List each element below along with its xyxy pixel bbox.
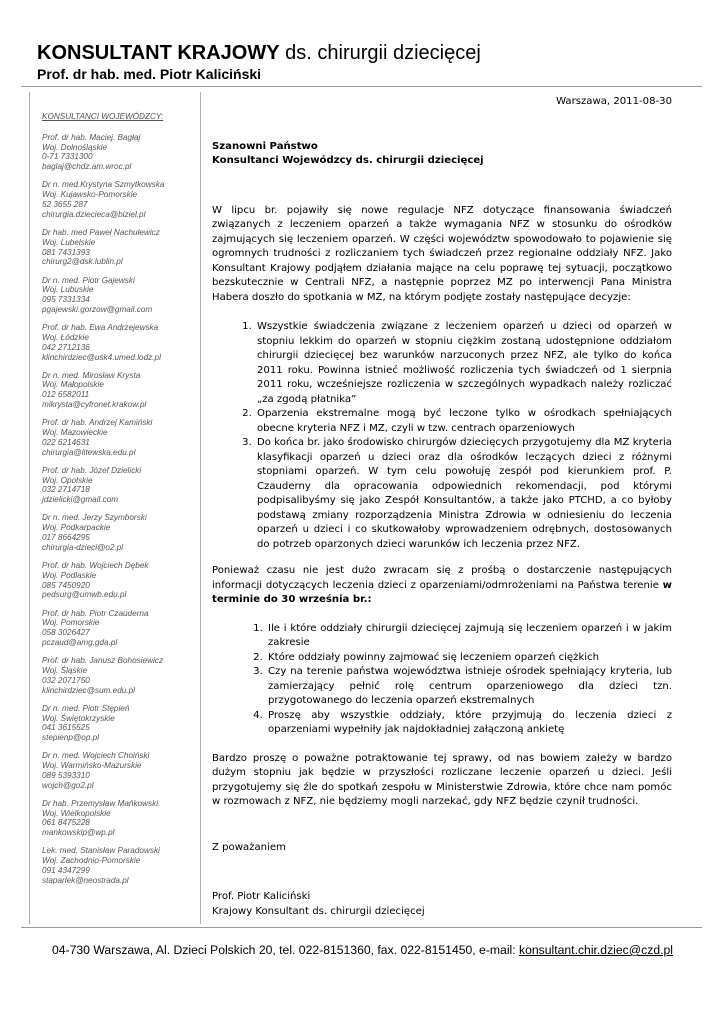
consultant-entry [42, 561, 200, 600]
consultant-phone: 017 8664295 [42, 533, 90, 543]
consultant-list [42, 133, 200, 886]
greeting-line-1: Szanowni Państwo [212, 140, 318, 152]
consultant-name: Prof. dr hab. Józef Dzielicki [42, 465, 142, 475]
list-item: 1. Ile i które oddziały chirurgii dziecięcej zajmują się leczeniem oparzeń i w jakim zakresie [266, 622, 672, 651]
consultant-region: Woj. Zachodnio-Pomorskie [42, 856, 141, 866]
consultant-phone: 012 6582011 [42, 390, 90, 400]
list-item: 3. Do końca br. jako środowisko chirurgów dziecięcych przygotujemy dla MZ kryteria klasyfikacji oparzeń u dzieci oraz dla ośrodków leczących dzieci z różnymi stopniami oparzeń. W tym celu powołuję zespół pod kierunkiem prof. P. Czauderny dla opracowania odpowiednich rekomendacji, pod którymi podpisalibyśmy się jako Zespół Konsultantów, a także jako PTCHD, a co byłoby podstawą zmiany rozporządzenia Ministra Zdrowia w odniesieniu do leczenia oparzeń u dzieci i co skutkowałoby wprowadzeniem odrębnych, dostosowanych do potrzeb oparzonych dzieci warunków ich leczenia przez NFZ. [255, 436, 672, 552]
list-item: 3. Czy na terenie państwa województwa istnieje ośrodek spełniający kryteria, lub zamierzający pełnić rolę centrum oparzeniowego dla dzieci tzn. przygotowanego do leczenia oparzeń ekstremalnych [266, 665, 672, 709]
consultant-region: Woj. Łódzkie [42, 332, 89, 342]
regards: Z poważaniem [212, 841, 286, 853]
consultant-name: Dr n. med. Piotr Gajewski [42, 275, 135, 285]
consultant-entry [42, 751, 200, 790]
consultant-email[interactable]: klinchirdziec@sum.edu.pl [42, 685, 135, 695]
consultant-region: Woj. Kujawsko-Pomorskie [42, 190, 138, 200]
consultant-region: Woj. Wielkopolskie [42, 808, 111, 818]
consultant-entry [42, 418, 200, 457]
consultant-name: Prof. dr hab. Andrzej Kamiński [42, 418, 153, 428]
consultant-phone: 022 6214631 [42, 437, 90, 447]
consultant-name: Dr hab. med Paweł Nachulewicz [42, 227, 160, 237]
consultant-email[interactable]: staparlek@neostrada.pl [42, 875, 129, 885]
consultant-entry [42, 656, 200, 695]
consultant-email[interactable]: chirurgia.dziecieca@biziel.pl [42, 209, 146, 219]
consultant-phone: 032 2071750 [42, 675, 90, 685]
consultant-region: Woj. Podkarpackie [42, 523, 111, 533]
closing-paragraph: Bardzo proszę o poważne potraktowanie tej sprawy, od nas bowiem zależy w bardzo dużym stopniu jak będzie w przyszłości rozliczane leczenie oparzeń u dzieci. Jeśli przygotujemy się źle do spotkań zespołu w Ministerstwie Zdrowia, które chce nam pomóc w rozmowach z NFZ, nie będziemy mogli narzekać, gdy NFZ będzie czynił trudności. [212, 752, 672, 807]
footer-email-link[interactable]: konsultant.chir.dziec@czd.pl [519, 943, 673, 957]
consultant-name: Prof. dr hab. Ewa Andrzejewska [42, 323, 159, 333]
request-text: Ponieważ czasu nie jest dużo zwracam się z prośbą o dostarczenie następujących informacji dotyczących leczenia dzieci z oparzeniami/odmrożeniami na Państwa terenie [212, 565, 672, 591]
signature [212, 890, 672, 919]
consultant-email[interactable]: pgajewski.gorzow@gmail.com [42, 304, 153, 314]
consultant-name: Dr hab. Przemysław Mańkowski. [42, 798, 161, 808]
consultant-region: Woj. Dolnośląskie [42, 142, 108, 152]
page-title [37, 42, 481, 64]
consultant-name: Dr n. med. Piotr Stępień [42, 703, 130, 713]
consultant-phone: 089 5393310 [42, 770, 90, 780]
consultant-email[interactable]: pedsurg@umwb.edu.pl [42, 590, 127, 600]
signature-title: Krajowy Konsultant ds. chirurgii dziecięcej [212, 905, 425, 917]
consultant-phone: 085 7450920 [42, 580, 90, 590]
consultant-phone: 52 3655 287 [42, 199, 88, 209]
consultant-phone: 061 8475228 [42, 818, 90, 828]
consultant-region: Woj. Podlaskie [42, 570, 97, 580]
consultant-region: Woj. Warmińsko-Mazurskie [42, 761, 142, 771]
consultant-entry [42, 371, 200, 410]
list-item: 4. Proszę aby wszystkie oddziały, które przyjmują do leczenia dzieci z oparzeniami wypełniły jak najdokładniej załączoną ankietę [266, 709, 672, 738]
page-subtitle: Prof. dr hab. med. Piotr Kaliciński [37, 66, 262, 82]
consultant-email[interactable]: jdzielicki@gmail.com [42, 495, 119, 505]
consultant-email[interactable]: chirurg2@dsk.lublin.pl [42, 257, 123, 267]
consultant-phone: 091 4347299 [42, 866, 90, 876]
consultants-sidebar [29, 92, 201, 924]
letter-date: Warszawa, 2011-08-30 [556, 96, 672, 107]
list-item: 2. Oparzenia ekstremalne mogą być leczone tylko w ośrodkach spełniających obecne kryteria NFZ i MZ, czyli w tzw. centrach oparzeniowych [255, 407, 672, 436]
request-deadline: w terminie do 30 września br.: [212, 579, 672, 605]
consultant-entry [42, 133, 200, 172]
consultant-entry [42, 609, 200, 648]
title-bold: KONSULTANT KRAJOWY [37, 42, 280, 64]
footer-address: 04-730 Warszawa, Al. Dzieci Polskich 20, tel. 022-8151360, fax. 022-8151450, e-mail: [52, 943, 520, 957]
list-item: 1. Wszystkie świadczenia związane z leczeniem oparzeń u dzieci od oparzeń w stopniu lekkim do oparzeń w stopniu ciężkim zostaną udostępnione oddziałom chirurgii dziecięcej bez warunków narzuconych przez NFZ, ale tylko do końca 2011 roku. Powinna istnieć możliwość rozliczenia tych świadczeń od 1 sierpnia 2011 roku, wcześniejsze rozliczenia w szczególnych wypadkach należy rozliczać „za zgodą płatnika” [255, 320, 672, 407]
consultant-email[interactable]: wojch@go2.pl [42, 780, 94, 790]
title-rest: ds. chirurgii dziecięcej [279, 42, 481, 64]
consultant-email[interactable]: chirurgia-dzieci@o2.pl [42, 542, 124, 552]
signature-name: Prof. Piotr Kaliciński [212, 891, 311, 902]
sidebar-heading: KONSULTANCI WOJEWÓDZCY: [42, 112, 164, 121]
consultant-email[interactable]: klinchirdziec@usk4.umed.lodz.pl [42, 352, 161, 362]
consultant-email[interactable]: mikrysta@cyfronet.krakow.pl [42, 400, 147, 410]
intro-paragraph: W lipcu br. pojawiły się nowe regulacje NFZ dotyczące finansowania świadczeń związanych z leczeniem oparzeń a także wymagania NFZ w stosunku do ośrodków zajmujących się leczeniem oparzeń. W części województw spowodowało to pojawienie się ogromnych trudności z rozliczaniem tych świadczeń przez regionalne oddziały NFZ. Jako Konsultant Krajowy podjąłem działania mające na celu poprawę tej sytuacji, początkowo bezskutecznie w Centrali NFZ, a następnie poprzez MZ po interwencji Pana Ministra Habera doszło do spotkania w MZ, na którym podjęte zostały następujące decyzje: [212, 204, 672, 303]
consultant-phone: 058 3026427 [42, 628, 90, 638]
consultant-phone: 0-71 7331300 [42, 152, 93, 162]
consultant-email[interactable]: stepienp@op.pl [42, 733, 100, 743]
consultant-name: Dr n. med. Wojciech Choiński [42, 751, 150, 761]
consultant-name: Prof. dr hab. Wojciech Dębek [42, 561, 149, 570]
consultant-entry [42, 466, 200, 505]
consultant-email[interactable]: baglaj@chdz.am.wroc.pl [42, 162, 132, 172]
consultant-email[interactable]: mankowskip@wp.pl [42, 828, 115, 838]
consultant-region: Woj. Pomorskie [42, 618, 100, 628]
consultant-name: Lek. med. Stanisław Paradowski [42, 846, 160, 856]
consultant-region: Woj. Lubelskie [42, 237, 96, 247]
consultant-phone: 041 3615525 [42, 723, 90, 733]
consultant-region: Woj. Lubuskie [42, 285, 94, 295]
consultant-region: Woj. Opolskie [42, 475, 93, 485]
questions-list [212, 622, 672, 738]
consultant-entry [42, 846, 200, 885]
consultant-region: Woj. Świętokrzyskie [42, 713, 115, 723]
consultant-phone: 095 7331334 [42, 295, 90, 305]
consultant-entry [42, 228, 200, 267]
consultant-region: Woj. Śląskie [42, 665, 88, 675]
consultant-name: Dr n. med. Jerzy Szymborski [42, 513, 147, 523]
consultant-name: Prof. dr hab. Piotr Czauderna [42, 608, 149, 618]
consultant-email[interactable]: pczaud@amg.gda.pl [42, 637, 118, 647]
consultant-region: Woj. Małopolskie [42, 380, 104, 390]
consultant-phone: 032 2714718 [42, 485, 90, 495]
greeting-line-2: Konsultanci Wojewódzcy ds. chirurgii dziecięcej [212, 155, 484, 166]
consultant-entry [42, 799, 200, 838]
consultant-region: Woj. Mazowieckie [42, 428, 108, 438]
consultant-email[interactable]: chirurgia@litewska.edu.pl [42, 447, 136, 457]
list-item: 2. Które oddziały powinny zajmować się leczeniem oparzeń ciężkich [266, 651, 672, 666]
consultant-entry [42, 704, 200, 743]
consultant-entry [42, 276, 200, 315]
consultant-phone: 081 7431393 [42, 247, 90, 257]
consultant-name: Dr n. med. Mirosław Krysta [42, 370, 141, 380]
greeting [212, 140, 672, 169]
consultant-entry [42, 513, 200, 552]
consultant-name: Prof. dr hab. Janusz Bohosiewicz [42, 656, 164, 666]
consultant-entry [42, 180, 200, 219]
footer [0, 943, 725, 957]
consultant-name: Prof. dr hab. Maciej. Bagłaj [42, 132, 141, 142]
consultant-name: Dr n. med.Krystyna Szmytkowska [42, 180, 165, 190]
request-paragraph [212, 564, 672, 608]
consultant-phone: 042 2712136 [42, 342, 90, 352]
consultant-entry [42, 323, 200, 362]
decisions-list [212, 320, 672, 552]
letter-body [212, 95, 672, 919]
